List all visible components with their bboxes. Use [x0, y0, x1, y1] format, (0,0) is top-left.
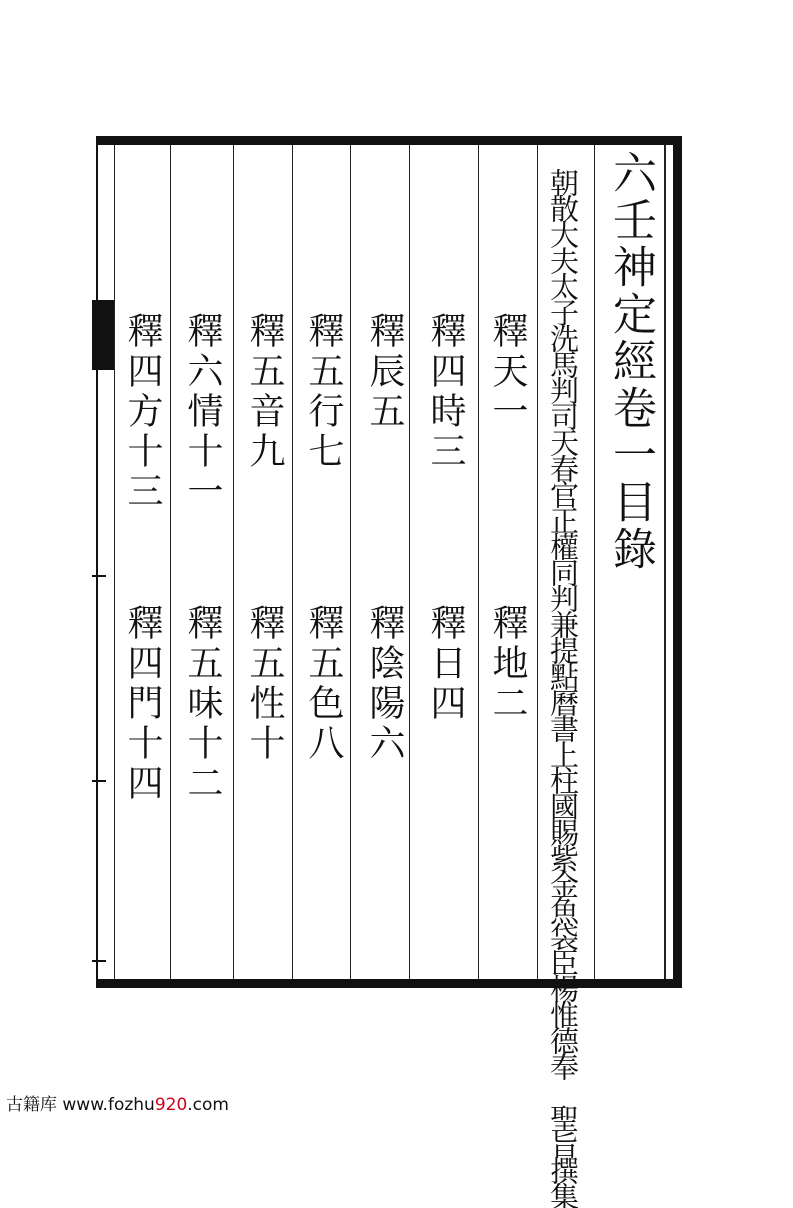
binding-tick: [92, 960, 106, 962]
entry-lower-4: 釋五色八: [303, 604, 344, 764]
entry-upper-7: 釋四方十三: [122, 312, 163, 512]
binding-tick: [92, 780, 106, 782]
site-url[interactable]: [62, 1095, 229, 1115]
entry-upper-5: 釋五音九: [244, 312, 285, 472]
column-rule: [233, 145, 234, 979]
document-title: 六壬神定經卷一目錄: [605, 150, 656, 573]
entry-lower-6: 釋五味十二: [182, 604, 223, 804]
site-footer: [6, 1090, 229, 1115]
column-rule: [292, 145, 293, 979]
entry-upper-1: 釋天一: [487, 312, 528, 432]
binding-mark: [92, 300, 114, 370]
entry-lower-7: 釋四門十四: [122, 604, 163, 804]
entry-lower-3: 釋陰陽六: [364, 604, 405, 764]
site-url-prefix: www.fozhu: [62, 1095, 155, 1115]
site-url-number: 920: [154, 1095, 188, 1115]
column-rule: [537, 145, 538, 979]
column-rule: [350, 145, 351, 979]
column-rule: [478, 145, 479, 979]
entry-upper-4: 釋五行七: [303, 312, 344, 472]
column-rule: [114, 145, 115, 979]
column-rule: [409, 145, 410, 979]
author-line: 朝散大夫太子洗馬判司天春官正權同判兼提點曆書上柱國賜紫金魚袋臣楊惟德奉 聖旨撰集: [546, 168, 580, 1208]
entry-upper-3: 釋辰五: [364, 312, 405, 432]
entry-lower-5: 釋五性十: [244, 604, 285, 764]
entry-upper-2: 釋四時三: [425, 312, 466, 472]
entry-lower-2: 釋日四: [425, 604, 466, 724]
entry-upper-6: 釋六情十一: [182, 312, 223, 512]
entry-lower-1: 釋地二: [487, 604, 528, 724]
column-rule: [170, 145, 171, 979]
column-rule: [594, 145, 595, 979]
site-name: 古籍库: [6, 1095, 57, 1115]
site-url-suffix: .com: [187, 1095, 229, 1115]
column-rule: [664, 145, 666, 979]
binding-tick: [92, 575, 106, 577]
